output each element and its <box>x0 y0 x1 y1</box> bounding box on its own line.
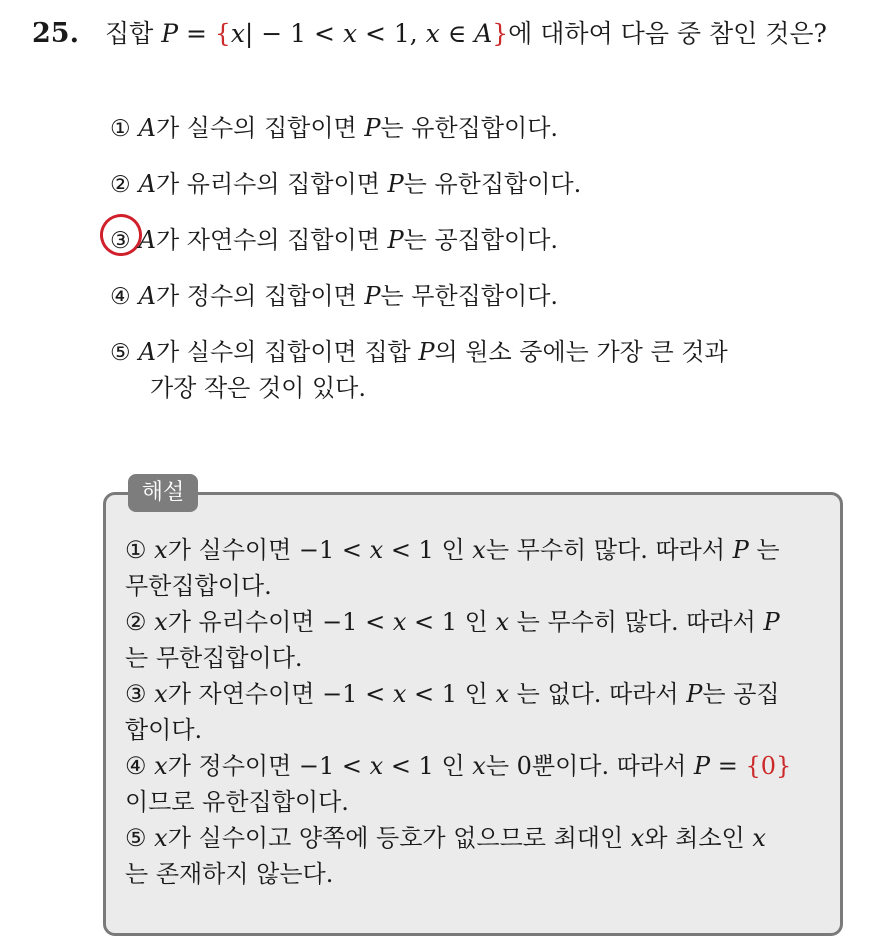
var-x: x <box>154 536 168 564</box>
var-a: A <box>138 114 156 142</box>
option-text-end: 는 공집합이다. <box>403 226 559 254</box>
explanation-line <box>125 674 780 709</box>
var-a: A <box>138 282 156 310</box>
explanation-line <box>125 530 780 565</box>
line-text: 가 실수이고 양쪽에 등호가 없으므로 최대인 <box>167 824 631 852</box>
option-4[interactable] <box>110 276 558 311</box>
line-text: 가 정수이면 −1 < <box>167 752 370 780</box>
option-text-end: 는 유한집합이다. <box>403 170 582 198</box>
var-x: x <box>154 680 168 708</box>
explanation-line <box>125 746 791 781</box>
option-text: 가 유리수의 집합이면 <box>155 170 388 198</box>
var-a: A <box>138 338 156 366</box>
var-p: P <box>364 282 381 310</box>
option-text: 가 자연수의 집합이면 <box>155 226 388 254</box>
line-text: 무한집합이다. <box>125 572 272 600</box>
option-text-end: 는 유한집합이다. <box>380 114 559 142</box>
option-number: ① <box>110 116 131 142</box>
line-text: 이므로 유한집합이다. <box>125 788 349 816</box>
var-p: P <box>387 226 404 254</box>
var-p: P <box>732 536 749 564</box>
line-text: < 1 인 <box>383 536 473 564</box>
option-3[interactable] <box>110 220 558 255</box>
option-text: 가 실수의 집합이면 <box>155 114 365 142</box>
var-x: x <box>154 608 168 636</box>
line-text: < 1 인 <box>383 752 473 780</box>
option-text-end: 는 무한집합이다. <box>380 282 559 310</box>
var-x: x <box>495 608 509 636</box>
var-x: x <box>752 824 766 852</box>
explanation-line <box>125 818 766 853</box>
line-text: 합이다. <box>125 716 203 744</box>
var-x: x <box>630 824 645 852</box>
option-text-end: 의 원소 중에는 가장 큰 것과 <box>434 338 728 366</box>
line-text: 가 실수이면 −1 < <box>167 536 370 564</box>
option-5[interactable] <box>110 332 728 367</box>
brace-open: { <box>214 19 231 48</box>
option-text: 가 정수의 집합이면 <box>155 282 365 310</box>
var-p: P <box>693 752 711 780</box>
line-text: < 1 인 <box>406 608 496 636</box>
element-of: ∈ <box>439 19 475 48</box>
option-number: ⑤ <box>110 340 131 366</box>
set-zero: {0} <box>745 752 792 780</box>
condition-2: < 1, <box>357 19 426 48</box>
explanation-line <box>125 710 202 745</box>
explanation-line <box>125 782 349 817</box>
var-a: A <box>138 170 156 198</box>
line-text: ① <box>125 536 155 564</box>
explanation-tag: 해설 <box>128 474 198 512</box>
var-p: P <box>387 170 404 198</box>
line-text: < 1 인 <box>406 680 496 708</box>
var-x: x <box>472 536 486 564</box>
line-text: ⑤ <box>125 824 155 852</box>
brace-close: } <box>492 19 509 48</box>
var-p: P <box>364 114 381 142</box>
question-number: 25. <box>32 18 79 49</box>
var-p: P <box>763 608 780 636</box>
line-text: ④ <box>125 752 155 780</box>
line-text: 는 <box>748 536 780 564</box>
explanation-line <box>125 566 272 601</box>
option-5-continuation: 가장 작은 것이 있다. <box>150 374 366 402</box>
var-x: x <box>230 19 245 48</box>
line-text: 는 공집 <box>702 680 780 708</box>
var-x: x <box>495 680 509 708</box>
line-text: 는 없다. 따라서 <box>509 680 687 708</box>
var-x: x <box>392 608 407 636</box>
var-x-3: x <box>425 19 440 48</box>
var-p: P <box>418 338 435 366</box>
var-x: x <box>472 752 486 780</box>
var-x: x <box>154 752 168 780</box>
var-x: x <box>392 680 407 708</box>
option-number: ② <box>110 172 131 198</box>
line-text: 는 존재하지 않는다. <box>125 860 334 888</box>
var-x-2: x <box>342 19 358 48</box>
explanation-line <box>125 638 303 673</box>
option-1[interactable] <box>110 108 558 143</box>
question-line <box>32 14 827 50</box>
option-text: 가 실수의 집합이면 집합 <box>155 338 419 366</box>
line-text: 와 최소인 <box>644 824 753 852</box>
var-x: x <box>369 536 384 564</box>
line-text: 는 무한집합이다. <box>125 644 303 672</box>
line-text: 가 유리수이면 −1 < <box>167 608 393 636</box>
line-text: ② <box>125 608 155 636</box>
option-number: ④ <box>110 284 131 310</box>
explanation-line <box>125 602 780 637</box>
line-text: = <box>710 752 746 780</box>
var-x: x <box>154 824 168 852</box>
condition: | − 1 < <box>244 19 343 48</box>
set-p: P <box>161 19 179 48</box>
var-a: A <box>138 226 156 254</box>
option-2[interactable] <box>110 164 581 199</box>
option-number: ③ <box>110 228 131 254</box>
line-text: ③ <box>125 680 155 708</box>
question-lead: 집합 <box>104 19 162 48</box>
line-text: 가 자연수이면 −1 < <box>167 680 393 708</box>
explanation-line <box>125 854 333 889</box>
set-a: A <box>474 19 493 48</box>
var-x: x <box>369 752 384 780</box>
question-tail: 에 대하여 다음 중 참인 것은? <box>508 19 827 48</box>
line-text: 는 0뿐이다. 따라서 <box>485 752 694 780</box>
var-p: P <box>686 680 703 708</box>
line-text: 는 무수히 많다. 따라서 <box>485 536 733 564</box>
line-text: 는 무수히 많다. 따라서 <box>509 608 764 636</box>
equals: = <box>178 19 215 48</box>
